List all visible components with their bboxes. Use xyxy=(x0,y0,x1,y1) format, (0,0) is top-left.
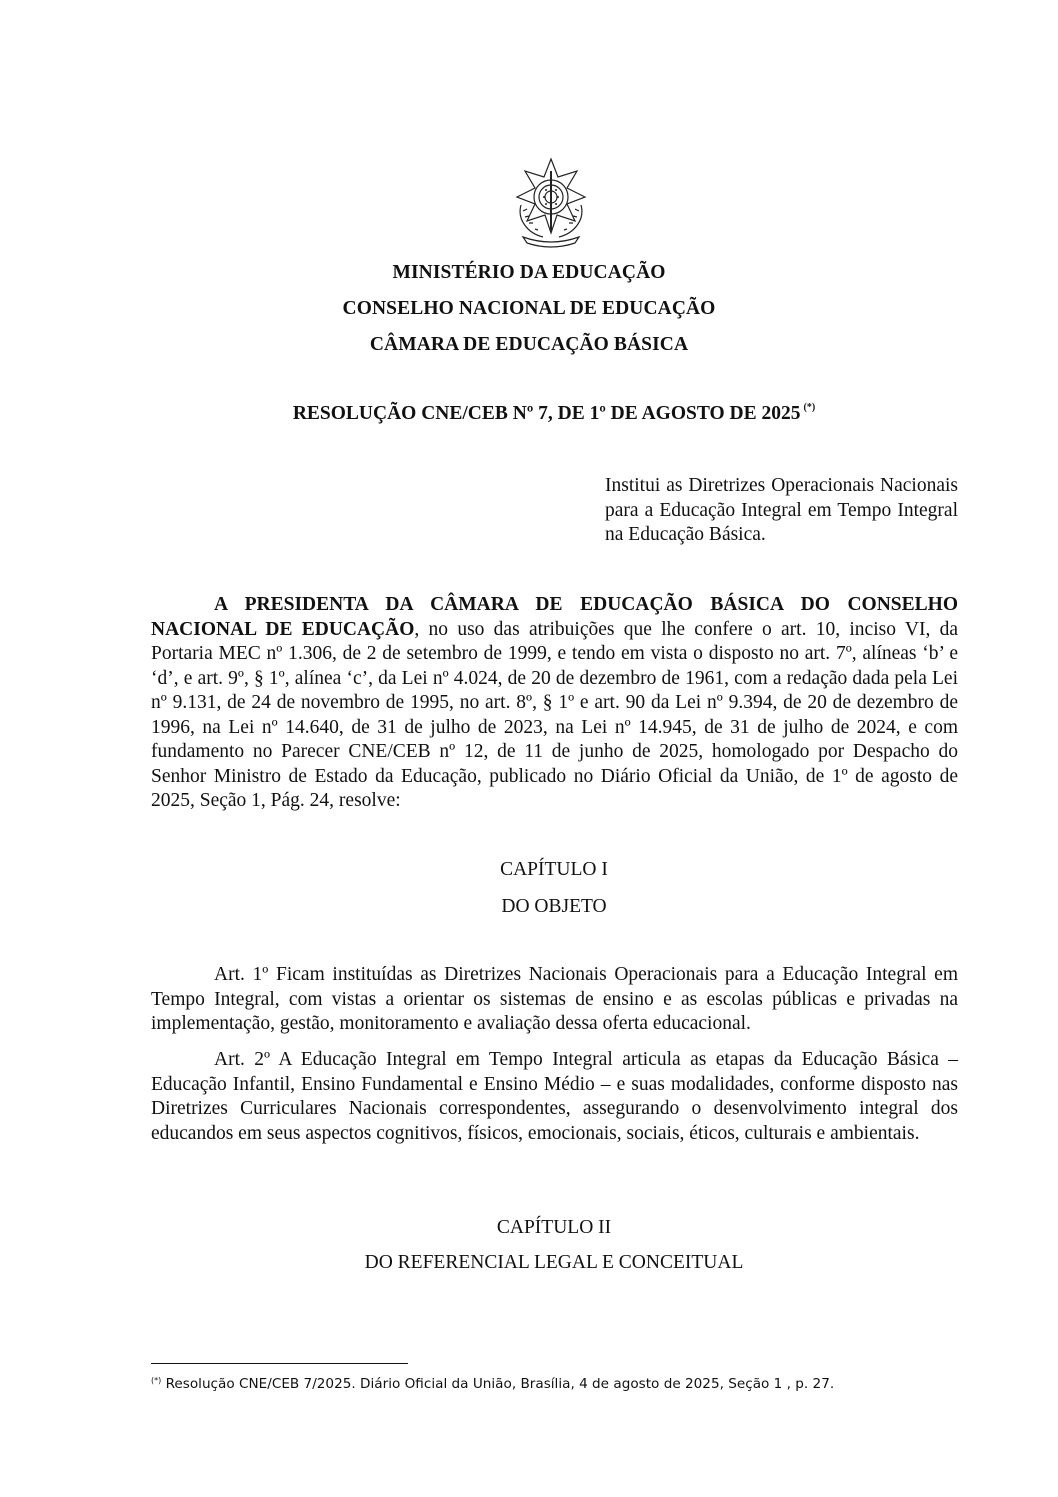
chamber-heading: CÂMARA DE EDUCAÇÃO BÁSICA xyxy=(369,334,689,355)
footnote xyxy=(151,1376,958,1392)
chapter-1-number: CAPÍTULO I xyxy=(500,859,608,880)
preamble-authority: A PRESIDENTA DA CÂMARA DE EDUCAÇÃO BÁSICA DO CONSELHO NACIONAL DE EDUCAÇÃO xyxy=(151,594,958,640)
council-heading: CONSELHO NACIONAL DE EDUCAÇÃO xyxy=(342,298,716,319)
footnote-reference: (*) xyxy=(803,402,816,413)
chapter-1-title: DO OBJETO xyxy=(501,896,607,917)
article-1: Art. 1º Ficam instituídas as Diretrizes Nacionais Operacionais para a Educação Integral em Tempo Integral, com vistas a orientar os sistemas de ensino e as escolas públicas e privadas na implementação, gestão, monitoramento e avaliação dessa oferta educacional. xyxy=(151,964,958,1034)
chapter-2-title: DO REFERENCIAL LEGAL E CONCEITUAL xyxy=(364,1252,744,1273)
preamble-paragraph xyxy=(151,593,958,814)
article-2: Art. 2º A Educação Integral em Tempo Integral articula as etapas da Educação Básica – Educação Infantil, Ensino Fundamental e Ensino Médio – e suas modalidades, conforme disposto nas Diretrizes Curriculares Nacionais correspondentes, assegurando o desenvolvimento integral dos educandos em seus aspectos cognitivos, físicos, emocionais, sociais, éticos, culturais e ambientais. xyxy=(151,1049,958,1144)
ministry-heading: MINISTÉRIO DA EDUCAÇÃO xyxy=(392,262,666,283)
ementa: Institui as Diretrizes Operacionais Nacionais para a Educação Integral em Tempo Integral na Educação Básica. xyxy=(605,475,958,545)
resolution-title-text: RESOLUÇÃO CNE/CEB Nº 7, DE 1º DE AGOSTO DE 2025 xyxy=(292,403,801,424)
chapter-2-number: CAPÍTULO II xyxy=(496,1217,612,1238)
brazil-coat-of-arms-icon xyxy=(509,157,593,249)
resolution-title xyxy=(0,402,1058,425)
footnote-mark: (*) xyxy=(151,1376,162,1385)
footnote-text: Resolução CNE/CEB 7/2025. Diário Oficial da União, Brasília, 4 de agosto de 2025, Seção 1 , p. 27. xyxy=(161,1376,835,1392)
preamble-text: , no uso das atribuições que lhe confere o art. 10, inciso VI, da Portaria MEC nº 1.306, de 2 de setembro de 1999, e tendo em vista o disposto no art. 7º, alíneas ‘b’ e ‘d’, e art. 9º, § 1º, alínea ‘c’, da Lei nº 4.024, de 20 de dezembro de 1961, com a redação dada pela Lei nº 9.131, de 24 de novembro de 1995, no art. 8º, § 1º e art. 90 da Lei nº 9.394, de 20 de dezembro de 1996, na Lei nº 14.640, de 31 de julho de 2023, na Lei nº 14.945, de 31 de julho de 2024, e com fundamento no Parecer CNE/CEB nº 12, de 11 de junho de 2025, homologado por Despacho do Senhor Ministro de Estado da Educação, publicado no Diário Oficial da União, de 1º de agosto de 2025, Seção 1, Pág. 24, resolve: xyxy=(151,618,959,811)
footnote-separator xyxy=(151,1363,408,1364)
